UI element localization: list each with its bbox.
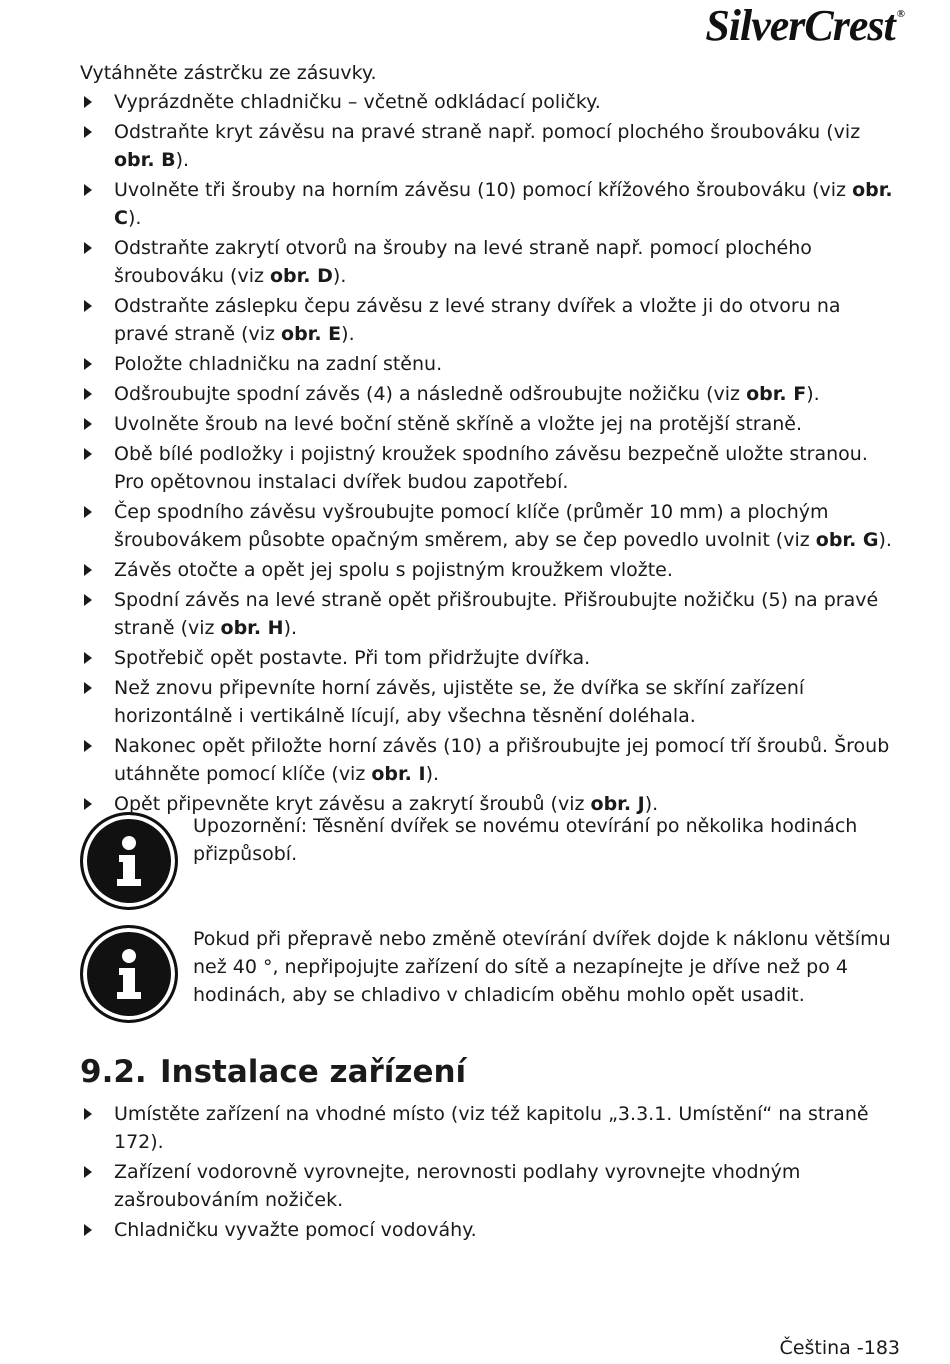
step-text: Umístěte zařízení na vhodné místo (viz též kapitolu „3.3.1. Umístění“ na straně 172). (114, 1103, 869, 1153)
brand-name: SilverCrest (705, 1, 895, 50)
step-text: Obě bílé podložky i pojistný kroužek spodního závěsu bezpečně uložte stranou. Pro opětovnou instalaci dvířek budou zapotřebí. (114, 443, 868, 493)
note-text: Pokud při přepravě nebo změně otevírání dvířek dojde k náklonu většímu než 40 °, nepřipojujte zařízení do sítě a nezapínejte je dříve než po 4 hodinách, aby se chladivo v chladicím oběhu mohlo opět usadit. (193, 928, 891, 1006)
bullet-arrow-icon (84, 740, 92, 752)
figure-reference: obr. H (220, 617, 284, 639)
footer-separator: - (850, 1337, 864, 1359)
registered-mark: ® (896, 8, 904, 20)
list-item (80, 1216, 900, 1244)
step-text: Uvolněte šroub na levé boční stěně skříně a vložte jej na protější straně. (114, 413, 803, 435)
step-text: Uvolněte tři šrouby na horním závěsu (10) pomocí křížového šroubováku (viz (114, 179, 853, 201)
note-transport-tilt (80, 925, 902, 1009)
footer-language: Čeština (779, 1337, 851, 1359)
page-number: 183 (863, 1337, 900, 1359)
bullet-arrow-icon (84, 564, 92, 576)
list-item (80, 380, 900, 408)
list-item (80, 88, 900, 116)
bullet-arrow-icon (84, 1166, 92, 1178)
step-text: Spotřebič opět postavte. Při tom přidržujte dvířka. (114, 647, 591, 669)
bullet-arrow-icon (84, 126, 92, 138)
step-text-end: ). (332, 265, 347, 287)
step-text: Položte chladničku na zadní stěnu. (114, 353, 443, 375)
figure-reference: obr. E (281, 323, 342, 345)
info-icon (80, 812, 178, 910)
list-item (80, 586, 900, 642)
bullet-arrow-icon (84, 300, 92, 312)
step-text-end: ). (127, 207, 142, 229)
door-reversal-steps (80, 88, 900, 820)
step-text: Než znovu připevníte horní závěs, ujistěte se, že dvířka se skříní zařízení horizontálně i vertikálně lícují, aby všechna těsnění doléhala. (114, 677, 805, 727)
list-item (80, 234, 900, 290)
figure-reference: obr. G (815, 529, 879, 551)
bullet-arrow-icon (84, 418, 92, 430)
bullet-arrow-icon (84, 506, 92, 518)
step-text-end: ). (175, 149, 190, 171)
step-text: Zařízení vodorovně vyrovnejte, nerovnosti podlahy vyrovnejte vhodným zašroubováním nožiček. (114, 1161, 801, 1211)
list-item (80, 1100, 900, 1156)
silvercrest-logo (705, 0, 904, 48)
bullet-arrow-icon (84, 388, 92, 400)
list-item (80, 440, 900, 496)
step-text: Spodní závěs na levé straně opět přišroubujte. Přišroubujte nožičku (5) na pravé straně (viz (114, 589, 879, 639)
figure-reference: obr. I (371, 763, 426, 785)
bullet-arrow-icon (84, 1108, 92, 1120)
bullet-arrow-icon (84, 682, 92, 694)
list-item (80, 498, 900, 554)
step-text: Opět připevněte kryt závěsu a zakrytí šroubů (viz (114, 793, 591, 815)
intro-line: Vytáhněte zástrčku ze zásuvky. (80, 62, 377, 84)
section-number: 9.2. (80, 1054, 147, 1090)
list-item (80, 410, 900, 438)
bullet-arrow-icon (84, 96, 92, 108)
bullet-arrow-icon (84, 448, 92, 460)
bullet-arrow-icon (84, 358, 92, 370)
step-text-end: ). (806, 383, 820, 405)
step-text-end: ). (878, 529, 892, 551)
section-heading (80, 1050, 466, 1094)
step-text: Odstraňte zakrytí otvorů na šrouby na levé straně např. pomocí plochého šroubováku (viz (114, 237, 812, 287)
list-item (80, 1158, 900, 1214)
list-item (80, 350, 900, 378)
bullet-arrow-icon (84, 1224, 92, 1236)
info-icon (80, 925, 178, 1023)
figure-reference: obr. D (269, 265, 333, 287)
list-item (80, 176, 900, 232)
bullet-arrow-icon (84, 652, 92, 664)
step-text: Odstraňte kryt závěsu na pravé straně např. pomocí plochého šroubováku (viz (114, 121, 861, 143)
figure-reference: obr. C (114, 179, 893, 229)
figure-reference: obr. B (114, 149, 176, 171)
list-item (80, 292, 900, 348)
figure-reference: obr. J (590, 793, 645, 815)
step-text-end: ). (425, 763, 440, 785)
list-item (80, 644, 900, 672)
step-text: Vyprázdněte chladničku – včetně odkládací poličky. (114, 91, 601, 113)
step-text-end: ). (341, 323, 355, 345)
list-item (80, 674, 900, 730)
step-text: Čep spodního závěsu vyšroubujte pomocí klíče (průměr 10 mm) a plochým šroubovákem působte opačným směrem, aby se čep povedlo uvolnit (viz (114, 501, 829, 551)
list-item (80, 118, 900, 174)
bullet-arrow-icon (84, 184, 92, 196)
step-text: Chladničku vyvažte pomocí vodováhy. (114, 1219, 477, 1241)
step-text: Odšroubujte spodní závěs (4) a následně odšroubujte nožičku (viz (114, 383, 747, 405)
step-text: Odstraňte záslepku čepu závěsu z levé strany dvířek a vložte ji do otvoru na pravé straně (viz (114, 295, 841, 345)
step-text: Nakonec opět přiložte horní závěs (10) a přišroubujte jej pomocí tří šroubů. Šroub utáhněte pomocí klíče (viz (114, 735, 890, 785)
list-item (80, 556, 900, 584)
installation-steps (80, 1100, 900, 1246)
section-title: Instalace zařízení (160, 1054, 467, 1090)
bullet-arrow-icon (84, 594, 92, 606)
step-text-end: ). (644, 793, 659, 815)
figure-reference: obr. F (746, 383, 807, 405)
step-text: Závěs otočte a opět jej spolu s pojistným kroužkem vložte. (114, 559, 673, 581)
page-footer (780, 1335, 900, 1361)
step-text-end: ). (283, 617, 298, 639)
note-door-seal (80, 812, 902, 868)
list-item (80, 732, 900, 788)
bullet-arrow-icon (84, 798, 92, 810)
bullet-arrow-icon (84, 242, 92, 254)
note-text: Upozornění: Těsnění dvířek se novému otevírání po několika hodinách přizpůsobí. (193, 815, 858, 865)
